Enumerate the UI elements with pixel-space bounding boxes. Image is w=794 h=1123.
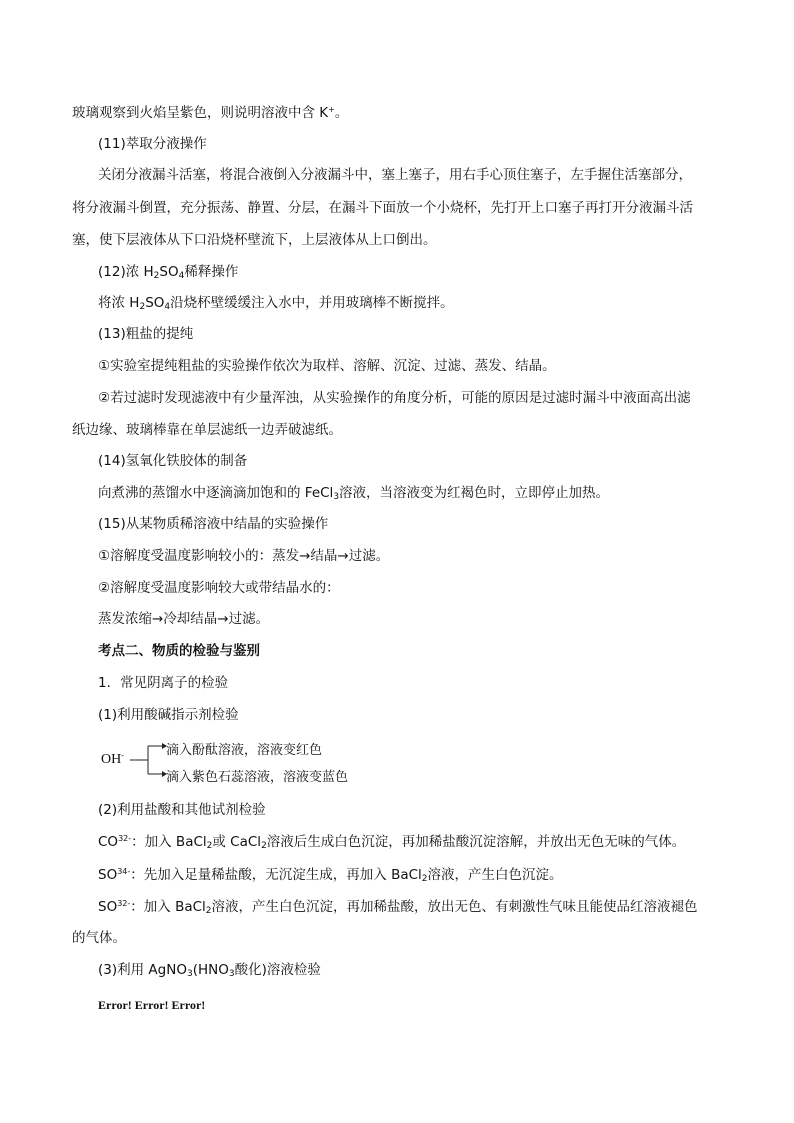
heading-12: (12)浓 $H_2SO_4$稀释操作 [98,264,239,281]
paragraph-line: 纸边缘、玻璃棒靠在单层滤纸一边弄破滤纸。 [72,422,342,438]
heading-15: (15)从某物质稀溶液中结晶的实验操作 [98,516,329,532]
error-text: Error! Error! Error! [98,998,206,1012]
paragraph-line: ②溶解度受温度影响较大或带结晶水的： [98,580,340,596]
paragraph-line: 蒸发浓缩→冷却结晶→过滤。 [98,611,270,627]
hydroxide-ion-label: OH- [101,751,124,767]
heading-13: (13)粗盐的提纯 [98,326,194,342]
paragraph-line: 将浓 $H_2SO_4$沿烧杯壁缓缓注入水中，并用玻璃棒不断搅拌。 [98,295,454,312]
paragraph-line: 将分液漏斗倒置，充分振荡、静置、分层，在漏斗下面放一个小烧杯，先打开上口塞子再打开分液漏斗活 [72,200,693,216]
heading-14: (14)氢氧化铁胶体的制备 [98,453,248,469]
section-heading: 考点二、物质的检验与鉴别 [98,643,260,659]
subsection-heading: (3)利用 $AgNO_3(HNO_3$酸化)溶液检验 [98,962,321,979]
subsection-heading: 1．常见阴离子的检验 [98,675,229,691]
carbonate-test-line: $CO^{32-}$：加入 BaCl$_2$或 CaCl$_2$溶液后生成白色沉淀，再加稀盐酸沉淀溶解，并放出无色无味的气体。 [98,834,686,851]
paragraph-line: 向煮沸的蒸馏水中逐滴滴加饱和的 FeCl$_3$溶液，当溶液变为红褐色时，立即停止加热。 [98,485,610,502]
text-line: 玻璃观察到火焰呈紫色，则说明溶液中含 K+。 [72,105,349,121]
subsection-heading: (2)利用盐酸和其他试剂检验 [98,802,266,818]
paragraph-line: ①实验室提纯粗盐的实验操作依次为取样、溶解、沉淀、过滤、蒸发、结晶。 [98,358,556,374]
paragraph-line: 关闭分液漏斗活塞，将混合液倒入分液漏斗中，塞上塞子，用右手心顶住塞子，左手握住活塞部分， [98,167,692,183]
paragraph-line: 塞，使下层液体从下口沿烧杯壁流下，上层液体从上口倒出。 [72,232,437,248]
sulfate-test-line: $SO^{34-}$：先加入足量稀盐酸，无沉淀生成，再加入 BaCl$_2$溶液，产生白色沉淀。 [98,867,563,884]
litmus-branch: 滴入紫色石蕊溶液，溶液变蓝色 [166,770,349,785]
paragraph-line: 的气体。 [72,930,126,946]
paragraph-line: ②若过滤时发现滤液中有少量浑浊，从实验操作的角度分析，可能的原因是过滤时漏斗中液面高出滤 [98,390,691,406]
subsection-heading: (1)利用酸碱指示剂检验 [98,707,239,723]
phenolphthalein-branch: 滴入酚酞溶液，溶液变红色 [166,743,323,758]
sulfite-test-line: $SO^{32-}$：加入 BaCl$_2$溶液，产生白色沉淀，再加稀盐酸，放出无色、有刺激性气味且能使品红溶液褪色 [98,899,698,916]
oh-indicator-diagram [98,738,398,786]
heading-11: (11)萃取分液操作 [98,136,207,152]
paragraph-line: ①溶解度受温度影响较小的：蒸发→结晶→过滤。 [98,548,390,564]
